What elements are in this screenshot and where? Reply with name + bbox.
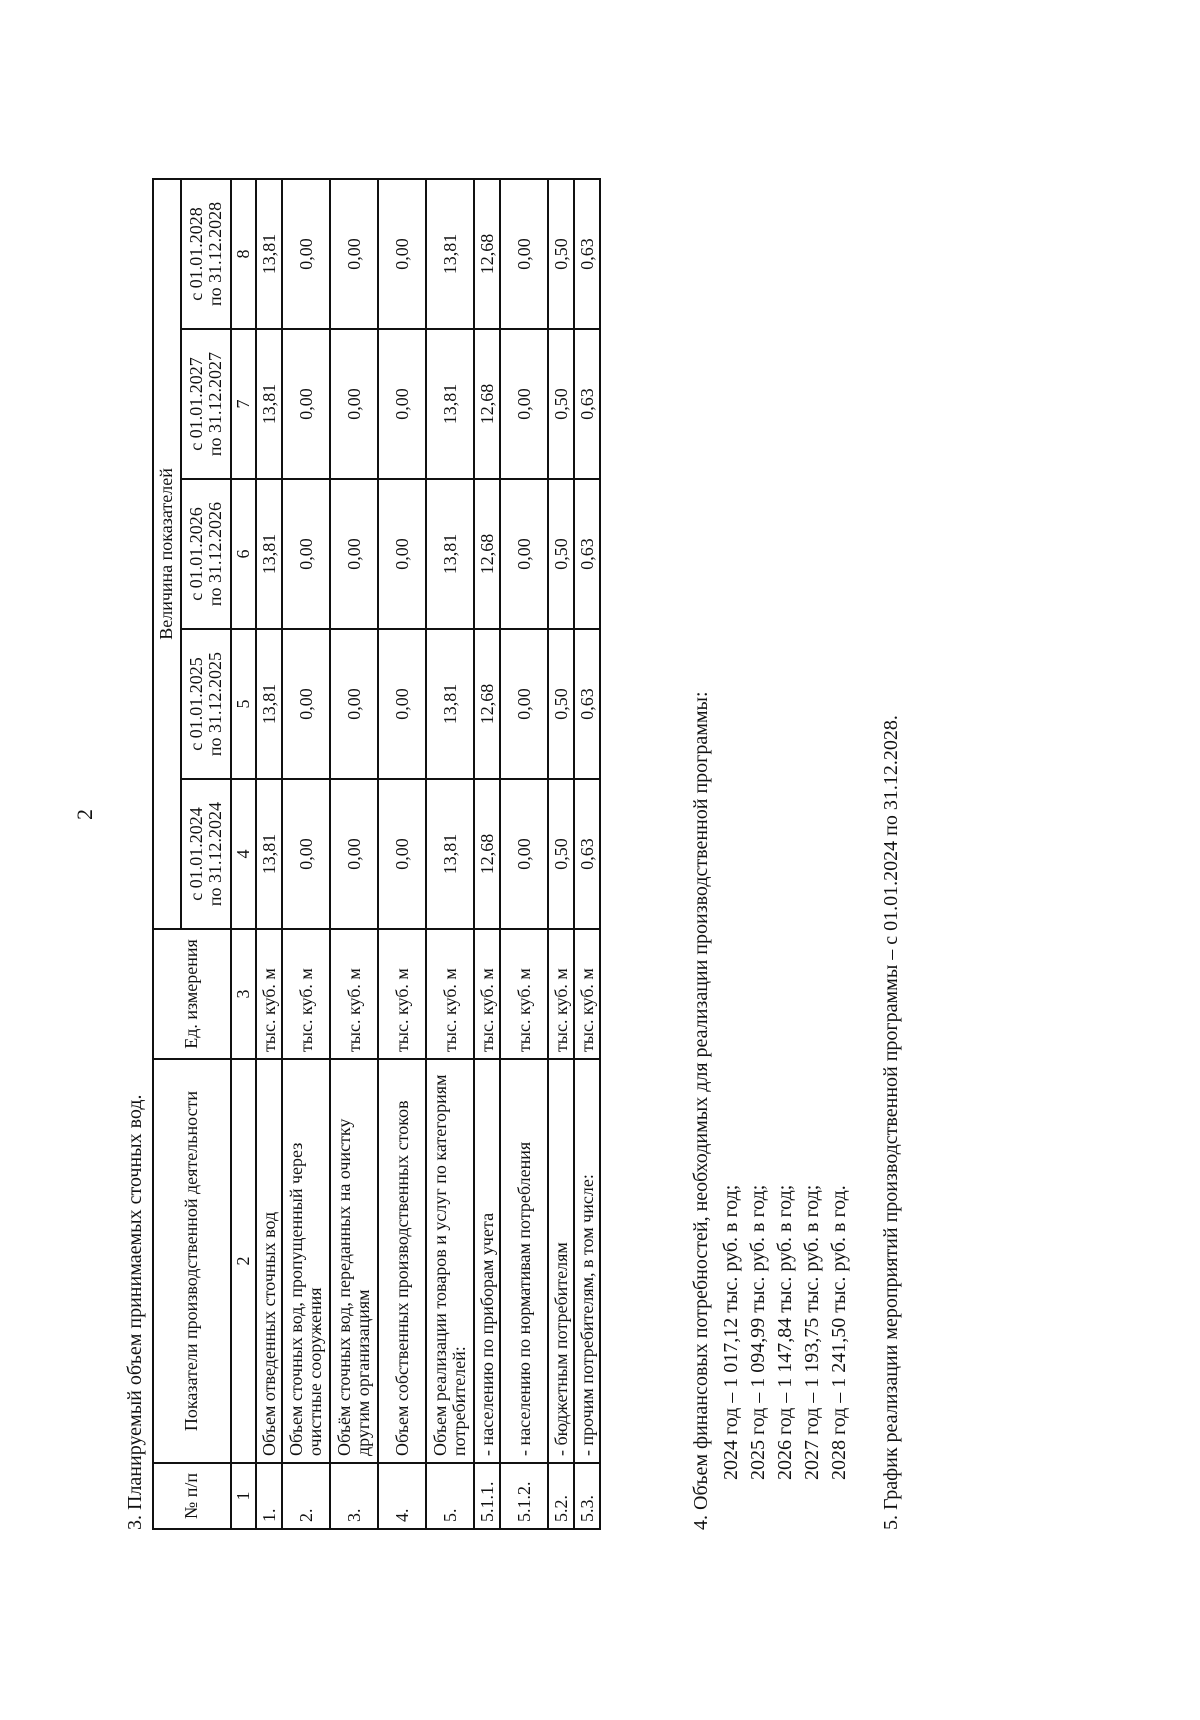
row-value: 12,68 <box>474 329 500 479</box>
row-value: 0,00 <box>282 629 330 779</box>
table-row <box>574 179 600 1529</box>
col-number: 1 <box>231 1463 256 1529</box>
header-unit: Ед. измерения <box>153 929 231 1059</box>
row-value: 13,81 <box>426 329 474 479</box>
row-value: 0,00 <box>378 779 426 929</box>
row-unit: тыс. куб. м <box>256 929 282 1059</box>
header-values-group: Величина показателей <box>153 179 181 929</box>
section-3-title: 3. Планируемый объем принимаемых сточных вод. <box>124 1094 146 1530</box>
col-number: 4 <box>231 779 256 929</box>
row-value: 13,81 <box>426 629 474 779</box>
header-indicator: Показатели производственной деятельности <box>153 1059 231 1463</box>
row-number: 5.3. <box>574 1463 600 1529</box>
row-value: 0,63 <box>574 329 600 479</box>
row-unit: тыс. куб. м <box>330 929 378 1059</box>
table-row <box>378 179 426 1529</box>
row-value: 0,50 <box>548 629 574 779</box>
row-value: 13,81 <box>256 629 282 779</box>
table-row <box>500 179 548 1529</box>
col-number: 6 <box>231 479 256 629</box>
col-number: 3 <box>231 929 256 1059</box>
period-from: с 01.01.2028 <box>185 207 206 301</box>
col-number: 5 <box>231 629 256 779</box>
row-value: 0,63 <box>574 779 600 929</box>
row-value: 0,00 <box>378 179 426 329</box>
period-to: по 31.12.2024 <box>205 801 225 907</box>
row-value: 12,68 <box>474 629 500 779</box>
period-to: по 31.12.2028 <box>205 201 225 307</box>
row-value: 13,81 <box>426 179 474 329</box>
row-value: 13,81 <box>426 779 474 929</box>
row-number: 3. <box>330 1463 378 1529</box>
row-value: 0,50 <box>548 179 574 329</box>
row-value: 0,00 <box>282 779 330 929</box>
row-name: - населению по приборам учета <box>474 1059 500 1463</box>
row-value: 0,00 <box>330 329 378 479</box>
row-value: 0,00 <box>330 629 378 779</box>
table-row <box>426 179 474 1529</box>
period-to: по 31.12.2025 <box>205 651 225 757</box>
row-value: 0,00 <box>500 629 548 779</box>
row-unit: тыс. куб. м <box>378 929 426 1059</box>
row-name: Объем сточных вод, пропущенный через очистные сооружения <box>282 1059 330 1463</box>
header-period-2025 <box>181 629 231 779</box>
row-unit: тыс. куб. м <box>474 929 500 1059</box>
row-number: 5. <box>426 1463 474 1529</box>
row-value: 0,50 <box>548 479 574 629</box>
row-value: 13,81 <box>256 329 282 479</box>
row-unit: тыс. куб. м <box>282 929 330 1059</box>
row-value: 0,00 <box>500 179 548 329</box>
row-value: 12,68 <box>474 479 500 629</box>
col-number: 7 <box>231 329 256 479</box>
page-number: 2 <box>72 809 97 820</box>
table-row <box>474 179 500 1529</box>
table-row <box>256 179 282 1529</box>
row-value: 13,81 <box>256 179 282 329</box>
row-value: 0,00 <box>282 479 330 629</box>
row-value: 13,81 <box>426 479 474 629</box>
row-value: 13,81 <box>256 479 282 629</box>
header-period-2024 <box>181 779 231 929</box>
period-from: с 01.01.2026 <box>185 507 206 601</box>
period-to: по 31.12.2026 <box>205 501 225 607</box>
col-number: 8 <box>231 179 256 329</box>
table-row <box>548 179 574 1529</box>
row-value: 0,00 <box>330 479 378 629</box>
row-value: 0,50 <box>548 779 574 929</box>
row-value: 13,81 <box>256 779 282 929</box>
financial-item: 2026 год – 1 147,84 тыс. руб. в год; <box>774 1184 796 1480</box>
section-5-title: 5. График реализации мероприятий производственной программы – с 01.01.2024 по 31.12.2028. <box>880 715 902 1530</box>
row-number: 5.1.2. <box>500 1463 548 1529</box>
section-4-title: 4. Объем финансовых потребностей, необходимых для реализации производственной программы: <box>690 691 712 1530</box>
row-name: - бюджетным потребителям <box>548 1059 574 1463</box>
row-value: 0,00 <box>500 479 548 629</box>
header-period-2026 <box>181 479 231 629</box>
period-from: с 01.01.2024 <box>185 807 206 901</box>
header-period-2028 <box>181 179 231 329</box>
row-name: Объём сточных вод, переданных на очистку другим организациям <box>330 1059 378 1463</box>
financial-item: 2027 год – 1 193,75 тыс. руб. в год; <box>801 1184 823 1480</box>
financial-needs-list <box>718 1185 853 1480</box>
table-row <box>330 179 378 1529</box>
period-from: с 01.01.2027 <box>185 357 206 451</box>
row-number: 5.2. <box>548 1463 574 1529</box>
row-value: 12,68 <box>474 779 500 929</box>
row-name: Объем отведенных сточных вод <box>256 1059 282 1463</box>
row-value: 0,00 <box>378 479 426 629</box>
row-number: 1. <box>256 1463 282 1529</box>
row-value: 0,00 <box>282 329 330 479</box>
wastewater-volume-table <box>152 178 601 1530</box>
table-row <box>282 179 330 1529</box>
row-value: 0,63 <box>574 629 600 779</box>
financial-item: 2025 год – 1 094,99 тыс. руб. в год; <box>747 1184 769 1480</box>
row-number: 5.1.1. <box>474 1463 500 1529</box>
row-value: 0,00 <box>500 779 548 929</box>
row-unit: тыс. куб. м <box>500 929 548 1059</box>
row-value: 0,00 <box>378 329 426 479</box>
financial-item: 2024 год – 1 017,12 тыс. руб. в год; <box>720 1184 742 1480</box>
header-period-2027 <box>181 329 231 479</box>
row-unit: тыс. куб. м <box>426 929 474 1059</box>
row-number: 4. <box>378 1463 426 1529</box>
row-value: 0,00 <box>330 179 378 329</box>
row-value: 0,00 <box>282 179 330 329</box>
row-value: 12,68 <box>474 179 500 329</box>
period-from: с 01.01.2025 <box>185 657 206 751</box>
row-name: Объем собственных производственных стоков <box>378 1059 426 1463</box>
row-name: Объем реализации товаров и услуг по категориям потребителей: <box>426 1059 474 1463</box>
row-number: 2. <box>282 1463 330 1529</box>
row-value: 0,00 <box>330 779 378 929</box>
col-number: 2 <box>231 1059 256 1463</box>
header-number: № п/п <box>153 1463 231 1529</box>
row-unit: тыс. куб. м <box>574 929 600 1059</box>
row-name: - населению по нормативам потребления <box>500 1059 548 1463</box>
row-value: 0,63 <box>574 479 600 629</box>
row-value: 0,50 <box>548 329 574 479</box>
row-unit: тыс. куб. м <box>548 929 574 1059</box>
row-value: 0,63 <box>574 179 600 329</box>
row-value: 0,00 <box>378 629 426 779</box>
row-name: - прочим потребителям, в том числе: <box>574 1059 600 1463</box>
period-to: по 31.12.2027 <box>205 351 225 457</box>
financial-item: 2028 год – 1 241,50 тыс. руб. в год. <box>828 1185 850 1480</box>
row-value: 0,00 <box>500 329 548 479</box>
